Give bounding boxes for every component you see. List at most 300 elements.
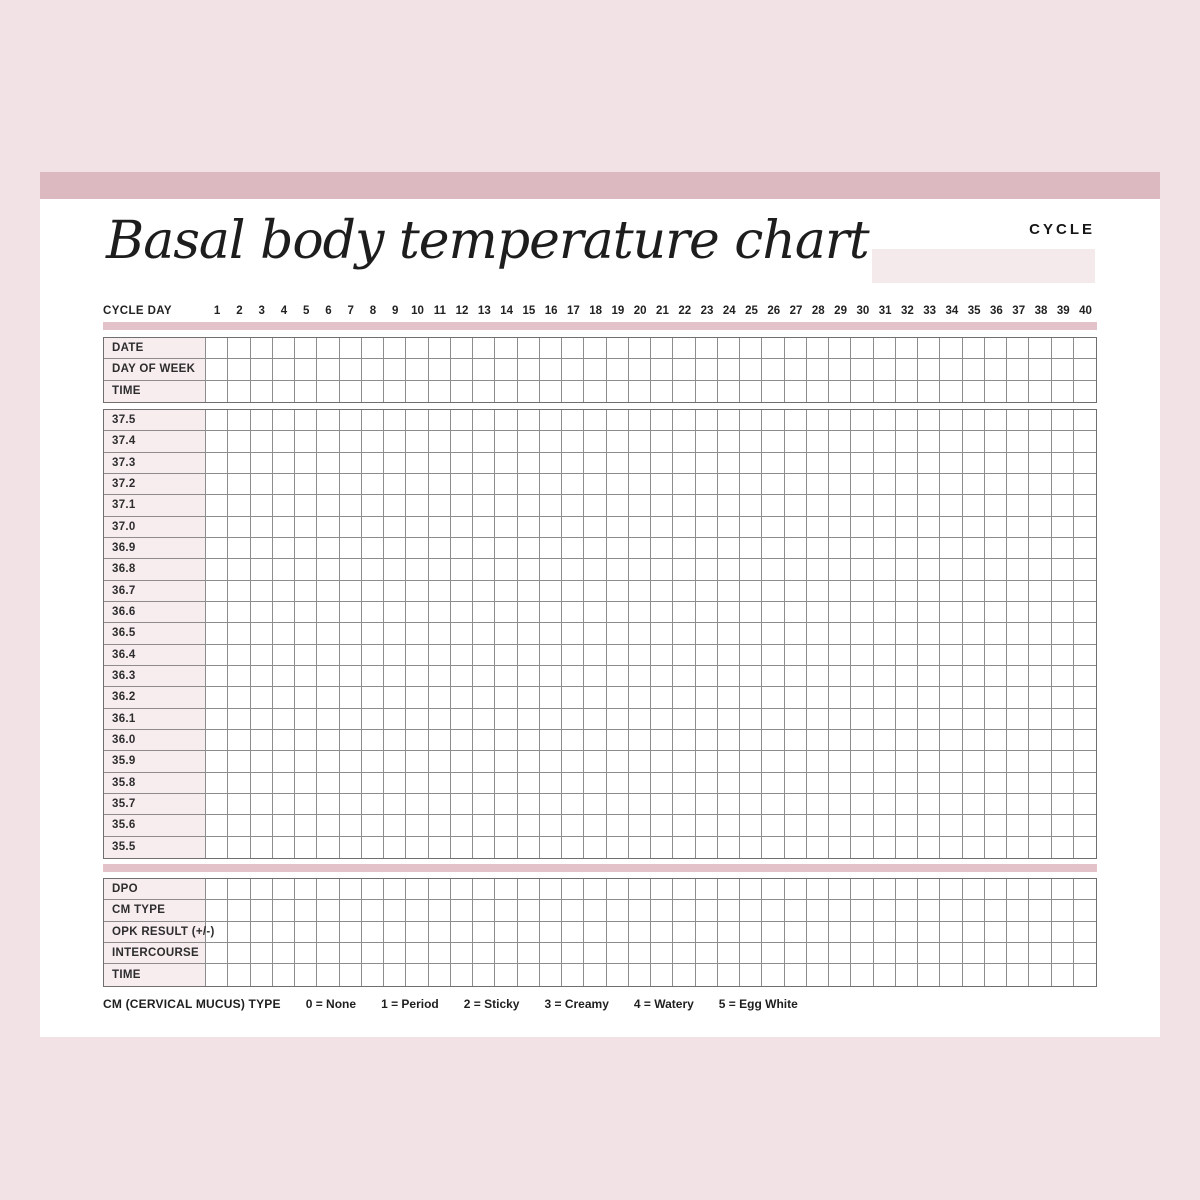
grid-cell xyxy=(740,815,762,835)
grid-cell xyxy=(406,410,428,430)
grid-cell xyxy=(896,538,918,558)
grid-cell xyxy=(584,687,606,707)
grid-cell xyxy=(495,495,517,515)
grid-cell xyxy=(696,730,718,750)
legend-label: CM (CERVICAL MUCUS) TYPE xyxy=(103,997,281,1011)
grid-cell xyxy=(1052,794,1074,814)
grid-cell xyxy=(206,900,228,920)
grid-cell xyxy=(540,495,562,515)
grid-cell xyxy=(673,815,695,835)
table-row xyxy=(104,517,1096,538)
grid-cell xyxy=(762,837,784,858)
grid-cell xyxy=(273,815,295,835)
grid-cell xyxy=(228,381,250,402)
grid-cell xyxy=(740,581,762,601)
grid-cell xyxy=(317,431,339,451)
grid-cell xyxy=(874,751,896,771)
grid-cell xyxy=(940,559,962,579)
legend-item: 1 = Period xyxy=(381,997,439,1011)
cycle-day-number: 24 xyxy=(722,305,736,317)
grid-cell xyxy=(696,338,718,358)
grid-cell xyxy=(696,495,718,515)
grid-cell xyxy=(451,453,473,473)
grid-cell xyxy=(540,730,562,750)
grid-cell xyxy=(762,687,784,707)
cycle-day-number: 11 xyxy=(433,305,446,317)
grid-cell xyxy=(228,943,250,963)
cycle-day-number: 22 xyxy=(678,305,692,317)
grid-cell xyxy=(940,338,962,358)
grid-cell xyxy=(896,645,918,665)
table-row xyxy=(104,709,1096,730)
grid-cell xyxy=(317,709,339,729)
grid-cell xyxy=(740,773,762,793)
grid-cell xyxy=(651,431,673,451)
grid-cell xyxy=(540,453,562,473)
grid-cell xyxy=(985,559,1007,579)
table-row xyxy=(104,837,1096,858)
grid-cell xyxy=(829,623,851,643)
grid-cell xyxy=(851,687,873,707)
grid-cell xyxy=(629,538,651,558)
grid-cell xyxy=(1074,730,1096,750)
grid-cell xyxy=(651,879,673,899)
grid-cell xyxy=(340,538,362,558)
grid-cell xyxy=(918,837,940,858)
grid-cell xyxy=(451,943,473,963)
grid-cell xyxy=(673,645,695,665)
grid-cell xyxy=(629,964,651,985)
grid-cell xyxy=(940,666,962,686)
grid-cell xyxy=(317,687,339,707)
grid-cell xyxy=(562,645,584,665)
grid-cell xyxy=(807,581,829,601)
grid-cell xyxy=(317,943,339,963)
grid-cell xyxy=(429,773,451,793)
grid-cell xyxy=(607,431,629,451)
grid-cell xyxy=(206,474,228,494)
grid-cell xyxy=(673,338,695,358)
grid-cell xyxy=(295,964,317,985)
row-label: OPK RESULT (+/-) xyxy=(104,922,206,942)
grid-cell xyxy=(495,815,517,835)
grid-cell xyxy=(429,794,451,814)
grid-cell xyxy=(940,943,962,963)
grid-cell xyxy=(451,431,473,451)
grid-cell xyxy=(206,773,228,793)
grid-cell xyxy=(673,474,695,494)
grid-cell xyxy=(1074,645,1096,665)
row-label: 36.6 xyxy=(104,602,206,622)
grid-cell xyxy=(540,879,562,899)
grid-cell xyxy=(562,837,584,858)
grid-cell xyxy=(1007,453,1029,473)
grid-cell xyxy=(429,410,451,430)
grid-cell xyxy=(718,474,740,494)
grid-cell xyxy=(629,645,651,665)
grid-cell xyxy=(228,474,250,494)
grid-cell xyxy=(740,645,762,665)
row-label: 37.2 xyxy=(104,474,206,494)
grid-cell xyxy=(340,815,362,835)
grid-cell xyxy=(718,410,740,430)
grid-cell xyxy=(251,900,273,920)
grid-cell xyxy=(718,359,740,379)
grid-cell xyxy=(651,495,673,515)
grid-cell xyxy=(206,751,228,771)
grid-cell xyxy=(429,559,451,579)
grid-cell xyxy=(584,453,606,473)
grid-cell xyxy=(228,581,250,601)
grid-cell xyxy=(629,359,651,379)
grid-cell xyxy=(718,794,740,814)
grid-cell xyxy=(918,922,940,942)
grid-cell xyxy=(540,381,562,402)
grid-cell xyxy=(718,602,740,622)
grid-cell xyxy=(874,495,896,515)
grid-cell xyxy=(317,751,339,771)
grid-cell xyxy=(1052,773,1074,793)
grid-cell xyxy=(1074,453,1096,473)
grid-cell xyxy=(451,751,473,771)
grid-cell xyxy=(696,794,718,814)
grid-cell xyxy=(518,517,540,537)
grid-cell xyxy=(940,730,962,750)
grid-cell xyxy=(429,474,451,494)
grid-cell xyxy=(540,751,562,771)
grid-cell xyxy=(785,709,807,729)
grid-cell xyxy=(317,338,339,358)
grid-cell xyxy=(963,431,985,451)
grid-cell xyxy=(1074,709,1096,729)
grid-cell xyxy=(206,602,228,622)
grid-cell xyxy=(473,815,495,835)
row-label: DPO xyxy=(104,879,206,899)
grid-cell xyxy=(1029,381,1051,402)
grid-cell xyxy=(451,381,473,402)
grid-cell xyxy=(317,879,339,899)
cycle-day-number: 15 xyxy=(522,305,536,317)
grid-cell xyxy=(429,943,451,963)
grid-cell xyxy=(562,964,584,985)
grid-cell xyxy=(918,517,940,537)
row-label: 36.5 xyxy=(104,623,206,643)
grid-cell xyxy=(340,687,362,707)
grid-cell xyxy=(940,815,962,835)
grid-cell xyxy=(985,773,1007,793)
grid-cell xyxy=(451,879,473,899)
grid-cell xyxy=(896,751,918,771)
grid-cell xyxy=(562,517,584,537)
grid-cell xyxy=(607,837,629,858)
grid-cell xyxy=(495,922,517,942)
grid-cell xyxy=(384,879,406,899)
row-label: 36.2 xyxy=(104,687,206,707)
grid-cell xyxy=(718,581,740,601)
grid-cell xyxy=(273,794,295,814)
grid-cell xyxy=(1074,879,1096,899)
grid-cell xyxy=(963,645,985,665)
grid-cell xyxy=(340,581,362,601)
grid-cell xyxy=(429,730,451,750)
grid-cell xyxy=(718,517,740,537)
grid-cell xyxy=(384,900,406,920)
legend-item: 5 = Egg White xyxy=(718,997,798,1011)
cycle-day-number: 39 xyxy=(1056,305,1070,317)
grid-cell xyxy=(451,815,473,835)
grid-cell xyxy=(1007,751,1029,771)
grid-cell xyxy=(1052,517,1074,537)
grid-cell xyxy=(273,602,295,622)
grid-cell xyxy=(228,645,250,665)
grid-cell xyxy=(362,453,384,473)
grid-cell xyxy=(429,879,451,899)
grid-cell xyxy=(1007,964,1029,985)
grid-cell xyxy=(429,517,451,537)
grid-cell xyxy=(206,922,228,942)
grid-cell xyxy=(985,431,1007,451)
grid-cell xyxy=(228,879,250,899)
grid-cell xyxy=(963,794,985,814)
grid-cell xyxy=(607,359,629,379)
grid-cell xyxy=(228,359,250,379)
cycle-day-number: 9 xyxy=(392,305,399,317)
grid-cell xyxy=(562,709,584,729)
grid-cell xyxy=(740,687,762,707)
grid-cell xyxy=(584,645,606,665)
grid-cell xyxy=(518,922,540,942)
grid-cell xyxy=(384,453,406,473)
grid-cell xyxy=(785,837,807,858)
grid-cell xyxy=(1007,359,1029,379)
grid-cell xyxy=(340,359,362,379)
grid-cell xyxy=(762,943,784,963)
grid-cell xyxy=(807,709,829,729)
grid-cell xyxy=(607,900,629,920)
grid-cell xyxy=(562,581,584,601)
grid-cell xyxy=(963,602,985,622)
grid-cell xyxy=(918,381,940,402)
grid-cell xyxy=(896,730,918,750)
table-row xyxy=(104,666,1096,687)
grid-cell xyxy=(918,410,940,430)
grid-cell xyxy=(985,794,1007,814)
grid-cell xyxy=(317,359,339,379)
grid-cell xyxy=(518,709,540,729)
grid-cell xyxy=(1052,730,1074,750)
grid-cell xyxy=(696,837,718,858)
grid-cell xyxy=(562,453,584,473)
grid-cell xyxy=(495,453,517,473)
grid-cell xyxy=(228,837,250,858)
grid-cell xyxy=(340,381,362,402)
grid-cell xyxy=(851,474,873,494)
grid-cell xyxy=(1029,474,1051,494)
grid-cell xyxy=(1074,687,1096,707)
grid-cell xyxy=(273,623,295,643)
row-label: 36.8 xyxy=(104,559,206,579)
grid-cell xyxy=(251,751,273,771)
grid-cell xyxy=(963,474,985,494)
grid-cell xyxy=(940,495,962,515)
grid-cell xyxy=(451,709,473,729)
grid-cell xyxy=(317,581,339,601)
grid-cell xyxy=(785,900,807,920)
grid-cell xyxy=(651,964,673,985)
row-label: 35.9 xyxy=(104,751,206,771)
grid-cell xyxy=(918,666,940,686)
grid-cell xyxy=(473,474,495,494)
grid-cell xyxy=(829,943,851,963)
grid-cell xyxy=(273,581,295,601)
grid-cell xyxy=(518,453,540,473)
grid-cell xyxy=(206,666,228,686)
grid-cell xyxy=(940,623,962,643)
grid-cell xyxy=(851,431,873,451)
grid-cell xyxy=(251,431,273,451)
grid-cell xyxy=(1029,581,1051,601)
grid-cell xyxy=(1074,431,1096,451)
grid-cell xyxy=(673,666,695,686)
grid-cell xyxy=(1074,964,1096,985)
grid-cell xyxy=(317,410,339,430)
grid-cell xyxy=(851,453,873,473)
grid-cell xyxy=(295,879,317,899)
grid-cell xyxy=(518,837,540,858)
grid-cell xyxy=(829,338,851,358)
grid-cell xyxy=(807,495,829,515)
grid-cell xyxy=(340,943,362,963)
grid-cell xyxy=(206,381,228,402)
grid-cell xyxy=(251,410,273,430)
grid-cell xyxy=(206,559,228,579)
grid-cell xyxy=(317,453,339,473)
grid-cell xyxy=(718,538,740,558)
grid-cell xyxy=(518,730,540,750)
grid-cell xyxy=(1052,623,1074,643)
grid-cell xyxy=(1029,623,1051,643)
grid-cell xyxy=(429,900,451,920)
grid-cell xyxy=(651,709,673,729)
grid-cell xyxy=(1029,687,1051,707)
grid-cell xyxy=(896,359,918,379)
grid-cell xyxy=(940,645,962,665)
grid-cell xyxy=(295,773,317,793)
grid-cell xyxy=(651,381,673,402)
grid-cell xyxy=(584,837,606,858)
grid-cell xyxy=(1074,623,1096,643)
table-row xyxy=(104,431,1096,452)
table-row xyxy=(104,730,1096,751)
grid-cell xyxy=(1029,666,1051,686)
cycle-day-number: 28 xyxy=(811,305,825,317)
grid-cell xyxy=(940,922,962,942)
grid-cell xyxy=(740,623,762,643)
grid-cell xyxy=(273,410,295,430)
grid-cell xyxy=(584,751,606,771)
grid-cell xyxy=(340,495,362,515)
grid-cell xyxy=(785,453,807,473)
grid-cell xyxy=(251,381,273,402)
grid-cell xyxy=(963,338,985,358)
grid-cell xyxy=(940,431,962,451)
grid-cell xyxy=(785,474,807,494)
grid-cell xyxy=(317,730,339,750)
grid-cell xyxy=(874,338,896,358)
grid-cell xyxy=(451,338,473,358)
table-row xyxy=(104,623,1096,644)
grid-cell xyxy=(340,431,362,451)
grid-cell xyxy=(807,879,829,899)
grid-cell xyxy=(785,538,807,558)
grid-cell xyxy=(807,410,829,430)
grid-cell xyxy=(429,381,451,402)
grid-cell xyxy=(206,359,228,379)
grid-cell xyxy=(473,338,495,358)
grid-cell xyxy=(340,474,362,494)
grid-cell xyxy=(540,431,562,451)
grid-cell xyxy=(785,794,807,814)
grid-cell xyxy=(540,517,562,537)
grid-cell xyxy=(473,837,495,858)
grid-cell xyxy=(273,900,295,920)
grid-cell xyxy=(251,581,273,601)
cycle-input-box[interactable] xyxy=(872,249,1095,283)
grid-cell xyxy=(629,559,651,579)
grid-cell xyxy=(251,559,273,579)
grid-cell xyxy=(874,666,896,686)
grid-cell xyxy=(295,837,317,858)
grid-cell xyxy=(451,730,473,750)
grid-cell xyxy=(851,495,873,515)
grid-cell xyxy=(718,709,740,729)
grid-cell xyxy=(985,964,1007,985)
grid-cell xyxy=(340,666,362,686)
grid-cell xyxy=(629,381,651,402)
grid-cell xyxy=(295,602,317,622)
grid-cell xyxy=(963,964,985,985)
grid-cell xyxy=(918,687,940,707)
grid-cell xyxy=(851,410,873,430)
table-row xyxy=(104,453,1096,474)
row-label: TIME xyxy=(104,381,206,402)
grid-cell xyxy=(473,879,495,899)
grid-cell xyxy=(540,794,562,814)
grid-cell xyxy=(473,381,495,402)
grid-cell xyxy=(785,773,807,793)
grid-cell xyxy=(540,900,562,920)
grid-cell xyxy=(1007,538,1029,558)
grid-cell xyxy=(896,837,918,858)
grid-cell xyxy=(1074,773,1096,793)
grid-cell xyxy=(518,602,540,622)
grid-cell xyxy=(1029,879,1051,899)
grid-cell xyxy=(495,623,517,643)
grid-cell xyxy=(1029,645,1051,665)
grid-cell xyxy=(785,381,807,402)
row-label: 35.6 xyxy=(104,815,206,835)
grid-cell xyxy=(807,431,829,451)
grid-cell xyxy=(807,623,829,643)
grid-cell xyxy=(273,964,295,985)
grid-cell xyxy=(785,623,807,643)
grid-cell xyxy=(851,751,873,771)
grid-cell xyxy=(273,922,295,942)
grid-cell xyxy=(1052,900,1074,920)
grid-cell xyxy=(295,538,317,558)
grid-cell xyxy=(406,730,428,750)
grid-cell xyxy=(918,538,940,558)
